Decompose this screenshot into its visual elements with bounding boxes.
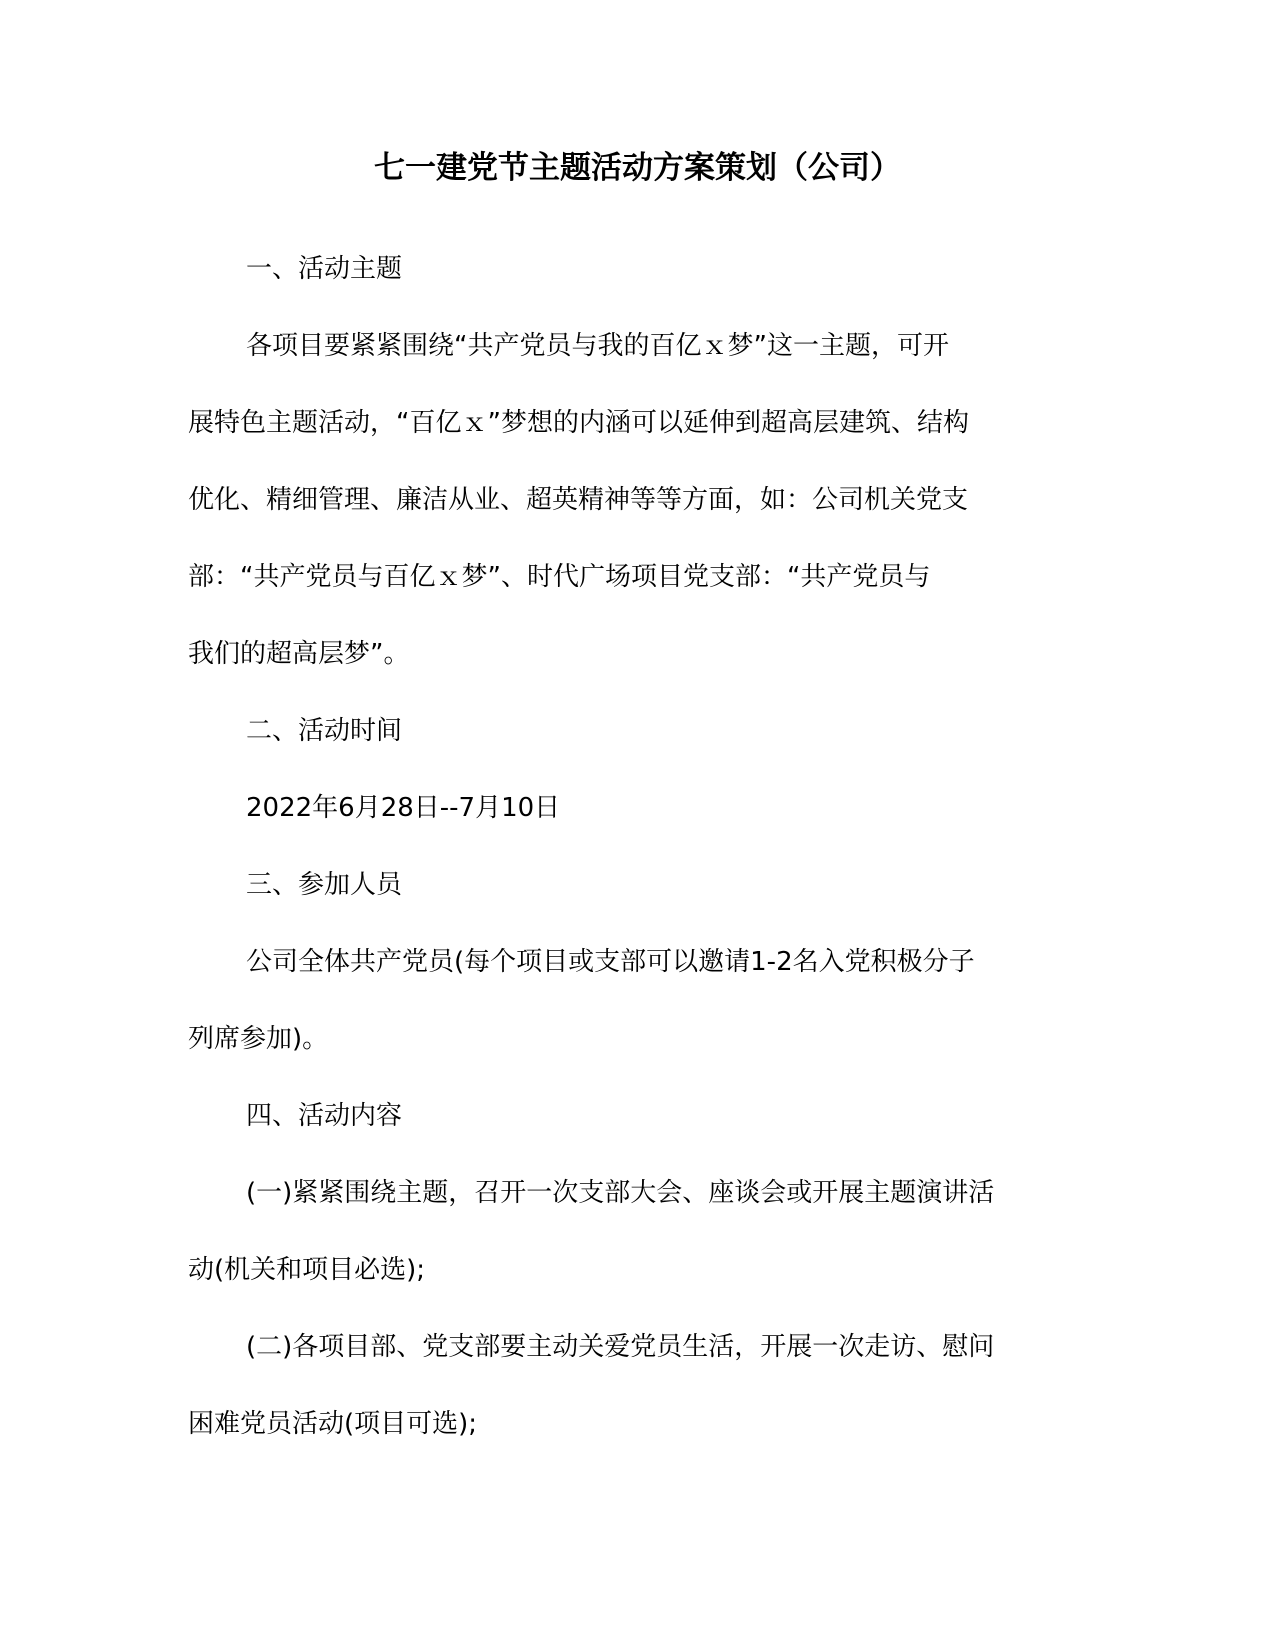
paragraph-line: (二)各项目部、党支部要主动关爱党员生活，开展一次走访、慰问 — [246, 1332, 995, 1362]
paragraph-line: 部：“共产党员与百亿ｘ梦”、时代广场项目党支部：“共产党员与 — [188, 562, 931, 592]
section-heading-participants: 三、参加人员 — [246, 870, 403, 900]
paragraph-line: 公司全体共产党员(每个项目或支部可以邀请1-2名入党积极分子 — [246, 947, 975, 977]
paragraph-line: 各项目要紧紧围绕“共产党员与我的百亿ｘ梦”这一主题，可开 — [246, 331, 949, 361]
document-body — [188, 231, 1088, 1463]
document-title: 七一建党节主题活动方案策划（公司） — [374, 150, 901, 186]
paragraph-line: 我们的超高层梦”。 — [188, 639, 410, 669]
paragraph-line: (一)紧紧围绕主题，召开一次支部大会、座谈会或开展主题演讲活 — [246, 1178, 995, 1208]
paragraph-line: 展特色主题活动，“百亿ｘ”梦想的内涵可以延伸到超高层建筑、结构 — [188, 408, 969, 438]
paragraph-line: 列席参加)。 — [188, 1024, 329, 1054]
section-heading-content: 四、活动内容 — [246, 1101, 403, 1131]
section-heading-theme: 一、活动主题 — [246, 254, 403, 284]
section-heading-time: 二、活动时间 — [246, 716, 403, 746]
paragraph-line: 困难党员活动(项目可选); — [188, 1409, 478, 1439]
paragraph-line: 2022年6月28日--7月10日 — [246, 793, 561, 823]
paragraph-line: 动(机关和项目必选); — [188, 1255, 426, 1285]
paragraph-line: 优化、精细管理、廉洁从业、超英精神等等方面，如：公司机关党支 — [188, 485, 969, 515]
